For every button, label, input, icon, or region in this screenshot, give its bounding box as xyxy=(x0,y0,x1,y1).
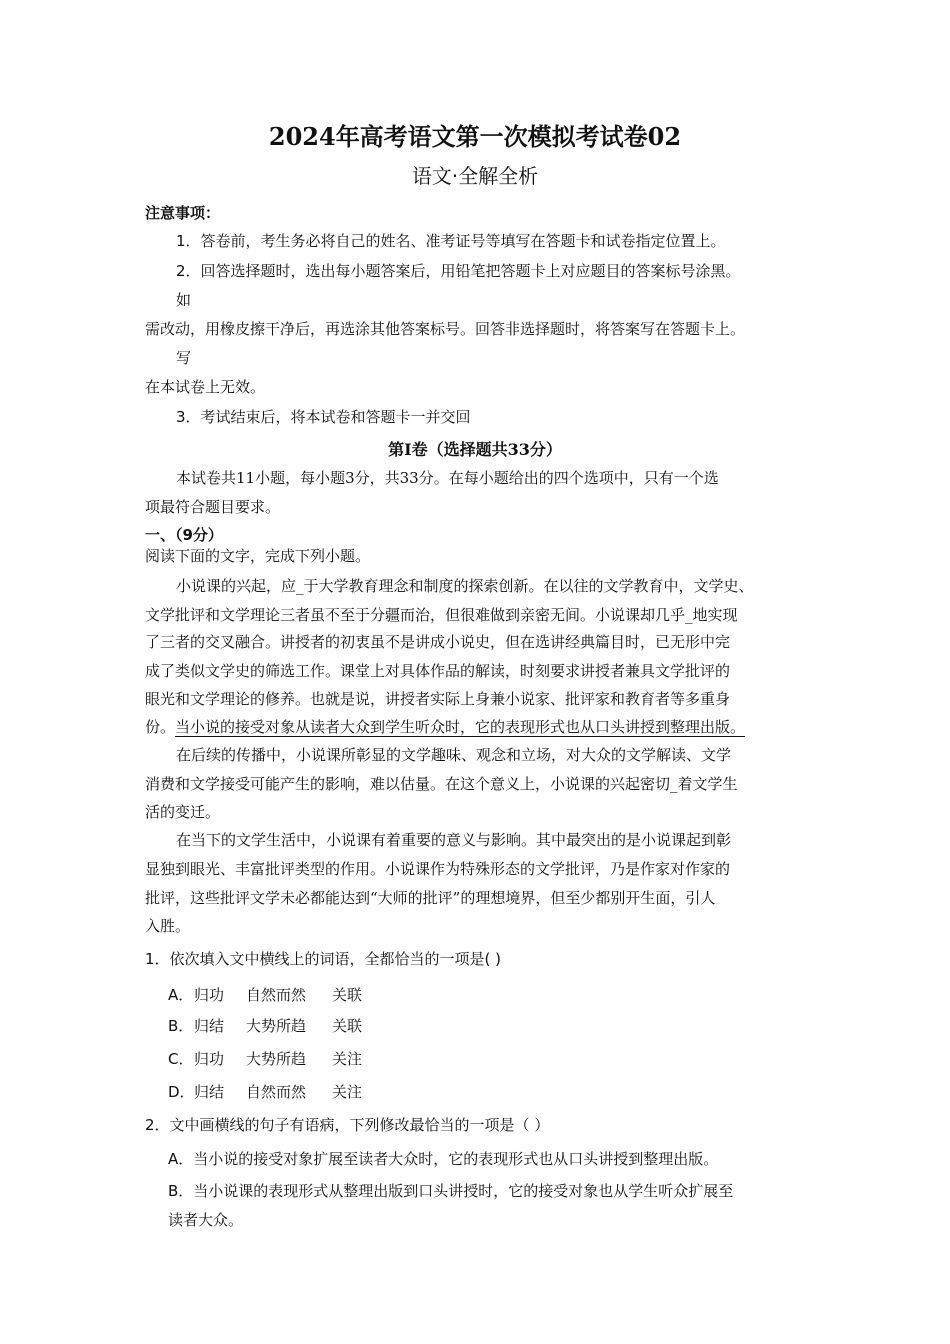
exam-subtitle: 语文·全解全析 xyxy=(411,164,539,188)
exam-title: 2024年高考语文第一次模拟考试卷02 xyxy=(268,122,682,151)
passage-line: 活的变迁。 xyxy=(145,803,221,821)
question-1-option-c xyxy=(168,1048,362,1069)
underlined-sentence: 当小说的接受对象从读者大众到学生听众时，它的表现形式也从口头讲授到整理出版。 xyxy=(175,718,746,736)
question-1-option-a xyxy=(168,984,362,1005)
section-intro-line-2: 项最符合题目要求。 xyxy=(145,498,281,516)
notice-item-2-line-5: 在本试卷上无效。 xyxy=(145,378,266,396)
passage-line: 消费和文学接受可能产生的影响，难以估量。在这个意义上，小说课的兴起密切_着文学生 xyxy=(145,775,738,793)
question-2-stem: 2．文中画横线的句子有语病，下列修改最恰当的一项是（ ） xyxy=(145,1116,550,1134)
passage-line: 成了类似文学史的筛选工作。课堂上对具体作品的解读，时刻要求讲授者兼具文学批评的 xyxy=(145,662,731,680)
option-label: C． xyxy=(168,1050,194,1068)
part-heading: 一、（9分） xyxy=(145,526,223,544)
option-word: 大势所趋 xyxy=(246,1017,307,1035)
passage-line: 入胜。 xyxy=(145,917,191,935)
passage-line: 在后续的传播中，小说课所彰显的文学趣味、观念和立场，对大众的文学解读、文学 xyxy=(176,746,732,764)
passage-line: 了三者的交叉融合。讲授者的初衷虽不是讲成小说史，但在选讲经典篇目时，已无形中完 xyxy=(145,633,731,651)
option-word: 归功 xyxy=(194,986,225,1004)
notice-item-2-line-2: 如 xyxy=(176,291,192,309)
option-word: 关注 xyxy=(332,1050,363,1068)
option-word: 关联 xyxy=(332,986,363,1004)
notice-heading: 注意事项： xyxy=(145,204,221,222)
notice-item-2-line-3: 需改动，用橡皮擦干净后，再选涂其他答案标号。回答非选择题时，将答案写在答题卡上。 xyxy=(145,320,746,338)
option-word: 自然而然 xyxy=(246,1083,307,1101)
question-2-option-b-line-1: B．当小说课的表现形式从整理出版到口头讲授时，它的接受对象也从学生听众扩展至 xyxy=(168,1182,734,1200)
notice-item-2-line-4: 写 xyxy=(176,349,192,367)
passage-line: 文学批评和文学理论三者虽不至于分疆而治，但很难做到亲密无间。小说课却几乎_地实现 xyxy=(145,606,738,624)
question-1-option-d xyxy=(168,1081,362,1102)
passage-line: 眼光和文学理论的修养。也就是说，讲授者实际上身兼小说家、批评家和教育者等多重身 xyxy=(145,690,731,708)
option-word: 自然而然 xyxy=(246,986,307,1004)
notice-item-3: 3．考试结束后，将本试卷和答题卡一并交回 xyxy=(176,408,471,426)
question-1-option-b xyxy=(168,1015,362,1036)
option-word: 归结 xyxy=(194,1083,225,1101)
passage-text: 份。 xyxy=(145,718,176,736)
option-word: 归功 xyxy=(194,1050,225,1068)
passage-line: 批评，这些批评文学未必都能达到“大师的批评”的理想境界，但至少都别开生面，引人 xyxy=(145,889,716,907)
option-label: A． xyxy=(168,986,194,1004)
option-word: 大势所趋 xyxy=(246,1050,307,1068)
question-2-option-a: A．当小说的接受对象扩展至读者大众时，它的表现形式也从口头讲授到整理出版。 xyxy=(168,1150,719,1168)
passage-line: 小说课的兴起，应_于大学教育理念和制度的探索创新。在以往的文学教育中，文学史、 xyxy=(176,577,754,595)
section-intro-line-1: 本试卷共11小题，每小题3分，共33分。在每小题给出的四个选项中，只有一个选 xyxy=(176,469,719,487)
option-word: 关注 xyxy=(332,1083,363,1101)
passage-line: 显独到眼光、丰富批评类型的作用。小说课作为特殊形态的文学批评，乃是作家对作家的 xyxy=(145,860,731,878)
passage-line: 在当下的文学生活中，小说课有着重要的意义与影响。其中最突出的是小说课起到彰 xyxy=(176,831,732,849)
question-1-stem: 1．依次填入文中横线上的词语，全都恰当的一项是( ) xyxy=(145,950,502,968)
notice-item-1: 1．答卷前，考生务必将自己的姓名、准考证号等填写在答题卡和试卷指定位置上。 xyxy=(176,232,726,250)
section-title: 第Ⅰ卷（选择题共33分） xyxy=(388,440,562,459)
option-word: 关联 xyxy=(332,1017,363,1035)
option-label: D． xyxy=(168,1083,195,1101)
notice-item-2-line-1: 2．回答选择题时，选出每小题答案后，用铅笔把答题卡上对应题目的答案标号涂黑。 xyxy=(176,262,741,280)
option-word: 归结 xyxy=(194,1017,225,1035)
part-instruction: 阅读下面的文字，完成下列小题。 xyxy=(145,547,371,565)
passage-line xyxy=(145,716,745,737)
option-label: B． xyxy=(168,1017,194,1035)
question-2-option-b-line-2: 读者大众。 xyxy=(168,1211,244,1229)
